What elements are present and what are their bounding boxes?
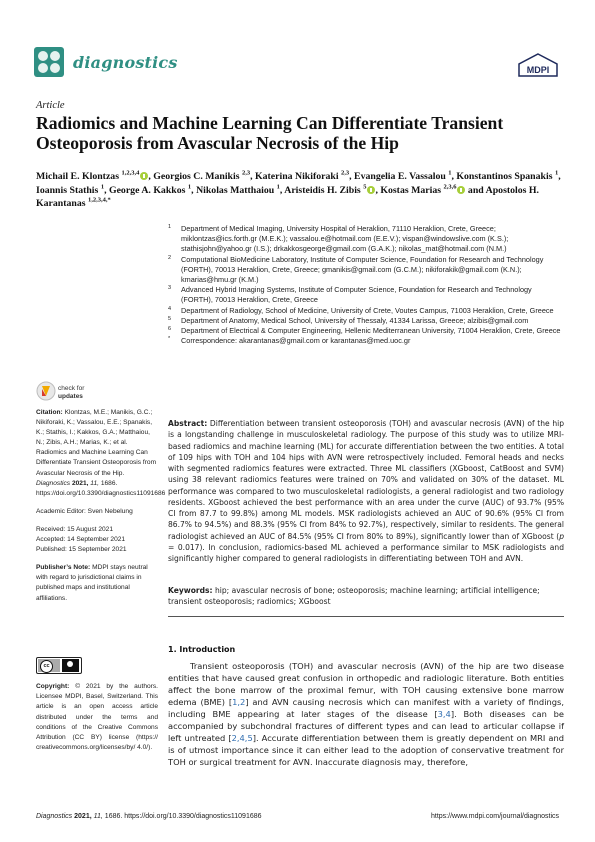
article-type: Article: [36, 100, 65, 111]
author-name: George A. Kakkos $^1$: [108, 183, 192, 196]
svg-text:updates: updates: [58, 393, 83, 400]
author-name: Evangelia E. Vassalou $^1$: [354, 169, 452, 182]
footer-citation: Diagnostics 2021, 11, 1686. https://doi.org/10.3390/diagnostics11091686: [36, 813, 262, 820]
affiliation-item: * Correspondence: akarantanas@gmail.com or karantanas@med.uoc.gr: [168, 336, 411, 346]
svg-text:check for: check for: [58, 385, 85, 392]
published-date: Published: 15 September 2021: [36, 546, 127, 554]
author-name: Michail E. Klontzas $^{1,2,3,4}$: [36, 171, 148, 182]
author-name: Konstantinos Spanakis $^1$: [456, 169, 559, 182]
author-name: Apostolos H. Karantanas $^{1,2,3,4,*}$: [36, 184, 539, 210]
abstract: Abstract: Differentiation between transient osteoporosis (TOH) and avascular necrosis (AVN) of the hip is a longstanding challenge in musculoskeletal radiology. The purpose of this study was to utilize MRI-based radiomics and machine learning (ML) for accurate differentiation between the two entities. A total of 109 hips with TOH and 104 hips with AVN were retrospectively included. Femoral heads and necks with segmented radiomics features were extracted. Three ML classifiers (XGboost, CatBoost and SVM) using 38 relevant radiomics features were trained on 70% and validated on 30% of the dataset. ML performance was compared to two musculoskeletal radiologists, a general radiologist and two radiology residents. XGboost achieved the best performance with an area under the curve (AUC) of 93.7% (95% CI from 87.7 to 99.8%) among ML models. MSK radiologists achieved an AUC of 90.6% (95% CI from 86.7% to 94.5%) and 88.3% (95% CI from 84% to 92.7%), respectively, similar to residents. The general radiologist achieved an AUC of 84.5% (95% CI from 80% to 89%), significantly lower than of XGboost (p = 0.017). In conclusion, radiomics-based ML achieved a performance similar to MSK radiologists and significantly higher compared to general radiologists in differentiating between TOH and AVN.: [168, 419, 564, 563]
received-date: Received: 15 August 2021: [36, 525, 113, 533]
section-divider: [168, 616, 564, 617]
affiliation-item: 4 Department of Radiology, School of Medicine, University of Crete, Voutes Campus, 71003 Heraklion, Crete, Greece: [168, 305, 554, 315]
section-title: 1. Introduction: [168, 645, 236, 654]
affiliation-item: 2 Computational BioMedicine Laboratory, Institute of Computer Science, Foundation for Research and Technology (FORTH), 70013 Heraklion, Crete, Greece; gmanikis@gmail.com (G.C.M.); nikiforakik@gmail.com (K.N.); kmarias@hmu.gr (K.M.): [168, 254, 544, 285]
academic-editor: Academic Editor: Sven Nebelung: [36, 507, 133, 515]
footer-journal-url[interactable]: https://www.mdpi.com/journal/diagnostics: [431, 813, 559, 820]
author-name: Aristeidis H. Zibis $^5$: [284, 185, 375, 196]
cc-by-license-icon[interactable]: cc: [36, 657, 82, 674]
publisher-note: Publisher’s Note: MDPI stays neutral with regard to jurisdictional claims in published maps and institutional affiliations.: [36, 564, 148, 602]
accepted-date: Accepted: 14 September 2021: [36, 536, 126, 544]
author-name: Ioannis Stathis $^1$: [36, 183, 105, 196]
affiliation-item: 1 Department of Medical Imaging, University Hospital of Heraklion, 71110 Heraklion, Crete, Greece; miklontzas@ics.forth.gr (M.E.K.); vassalou.e@hotmail.com (E.E.V.); vispan@windowslive.com (K.S.); stathisjohn@yahoo.gr (I.S.); drkakkosgeorge@gmail.com (G.A.K.); nikolas_mat@hotmail.com (N.M.): [168, 224, 509, 254]
reference-link[interactable]: 3,4: [437, 709, 451, 720]
introduction-paragraph: Transient osteoporosis (TOH) and avascular necrosis (AVN) of the hip are two disease entities that have caused great confusion in orthopedic and radiologic literature. Both entities affect the bone marrow of the proximal femur, with TOH causing extensive bone marrow edema (BME) [1,2] and AVN causing necrosis which can manifest with a variety of findings, including BME appearing at later stages of the disease [3,4]. Both diseases can be accompanied by subchondral fractures of different types and can lead to articular collapse if left untreated [2,4,5]. Accurate differentiation between them is greatly dependent on MRI and is of utmost importance since it can either lead to the adoption of conservative treatment for TOH or surgical treatment for AVN. Inaccurate diagnosis may, therefore,: [168, 661, 564, 768]
affiliation-item: 5 Department of Anatomy, Medical School, University of Thessaly, 41334 Larissa, Greece; alzibis@gmail.com: [168, 315, 529, 325]
affiliations: [168, 224, 564, 346]
copyright: Copyright: © 2021 by the authors. Licensee MDPI, Basel, Switzerland. This article is an open access article distributed under the terms and conditions of the Creative Commons Attribution (CC BY) license (https:// creativecommons.org/licenses/by/ 4.0/).: [36, 683, 158, 752]
paper-title: Radiomics and Machine Learning Can Differentiate Transient Osteoporosis from Avascular Necrosis of the Hip: [36, 113, 504, 153]
author-name: Nikolas Matthaiou $^1$: [196, 183, 280, 196]
reference-link[interactable]: 2,4,5: [231, 733, 253, 744]
affiliation-item: 3 Advanced Hybrid Imaging Systems, Institute of Computer Science, Foundation for Research and Technology (FORTH), 70013 Heraklion, Crete, Greece: [168, 285, 532, 305]
orcid-icon[interactable]: [457, 186, 465, 194]
mdpi-logo: [517, 53, 559, 82]
reference-link[interactable]: 1,2: [232, 697, 246, 708]
journal-logo-icon: [34, 47, 64, 77]
check-for-updates-button[interactable]: [36, 380, 108, 407]
journal-name: diagnostics: [73, 53, 178, 72]
author-name: Kostas Marias $^{2,3,6}$: [380, 185, 465, 196]
svg-text:MDPI: MDPI: [526, 65, 550, 75]
affiliation-item: 6 Department of Electrical & Computer Engineering, Hellenic Mediterranean University, 71004 Heraklion, Crete, Greece: [168, 326, 561, 336]
keywords: Keywords: hip; avascular necrosis of bone; osteoporosis; machine learning; artificial intelligence; transient osteoporosis; radiomics; XGboost: [168, 586, 540, 607]
author-list: Michail E. Klontzas $^{1,2,3,4}$ , Georgios C. Manikis $^{2,3}$, Katerina Nikiforaki $^{2,3}$, Evangelia E. Vassalou $^1$, Konstantinos Spanakis $^1$, Ioannis Stathis $^1$, George A. Kakkos $^1$, Nikolas Matthaiou $^1$, Aristeidis H. Zibis $^5$ , Kostas Marias $^{2,3,6}$ and Apostolos H. Karantanas $^{1,2,3,4,*}$: [36, 169, 561, 210]
orcid-icon[interactable]: [367, 186, 375, 194]
orcid-icon[interactable]: [140, 172, 148, 180]
citation: Citation: Klontzas, M.E.; Manikis, G.C.; Nikiforaki, K.; Vassalou, E.E.; Spanakis, K.; Stathis, I.; Kakkos, G.A.; Matthaiou, N.; Zibis, A.H.; Marias, K.; et al. Radiomics and Machine Learning Can Differentiate Transient Osteoporosis from Avascular Necrosis of the Hip. Diagnostics 2021, 11, 1686. https://doi.org/10.3390/diagnostics11091686: [36, 409, 166, 497]
sidebar-notes: [36, 408, 166, 612]
author-name: Georgios C. Manikis $^{2,3}$: [153, 169, 251, 182]
author-name: Katerina Nikiforaki $^{2,3}$: [255, 169, 350, 182]
